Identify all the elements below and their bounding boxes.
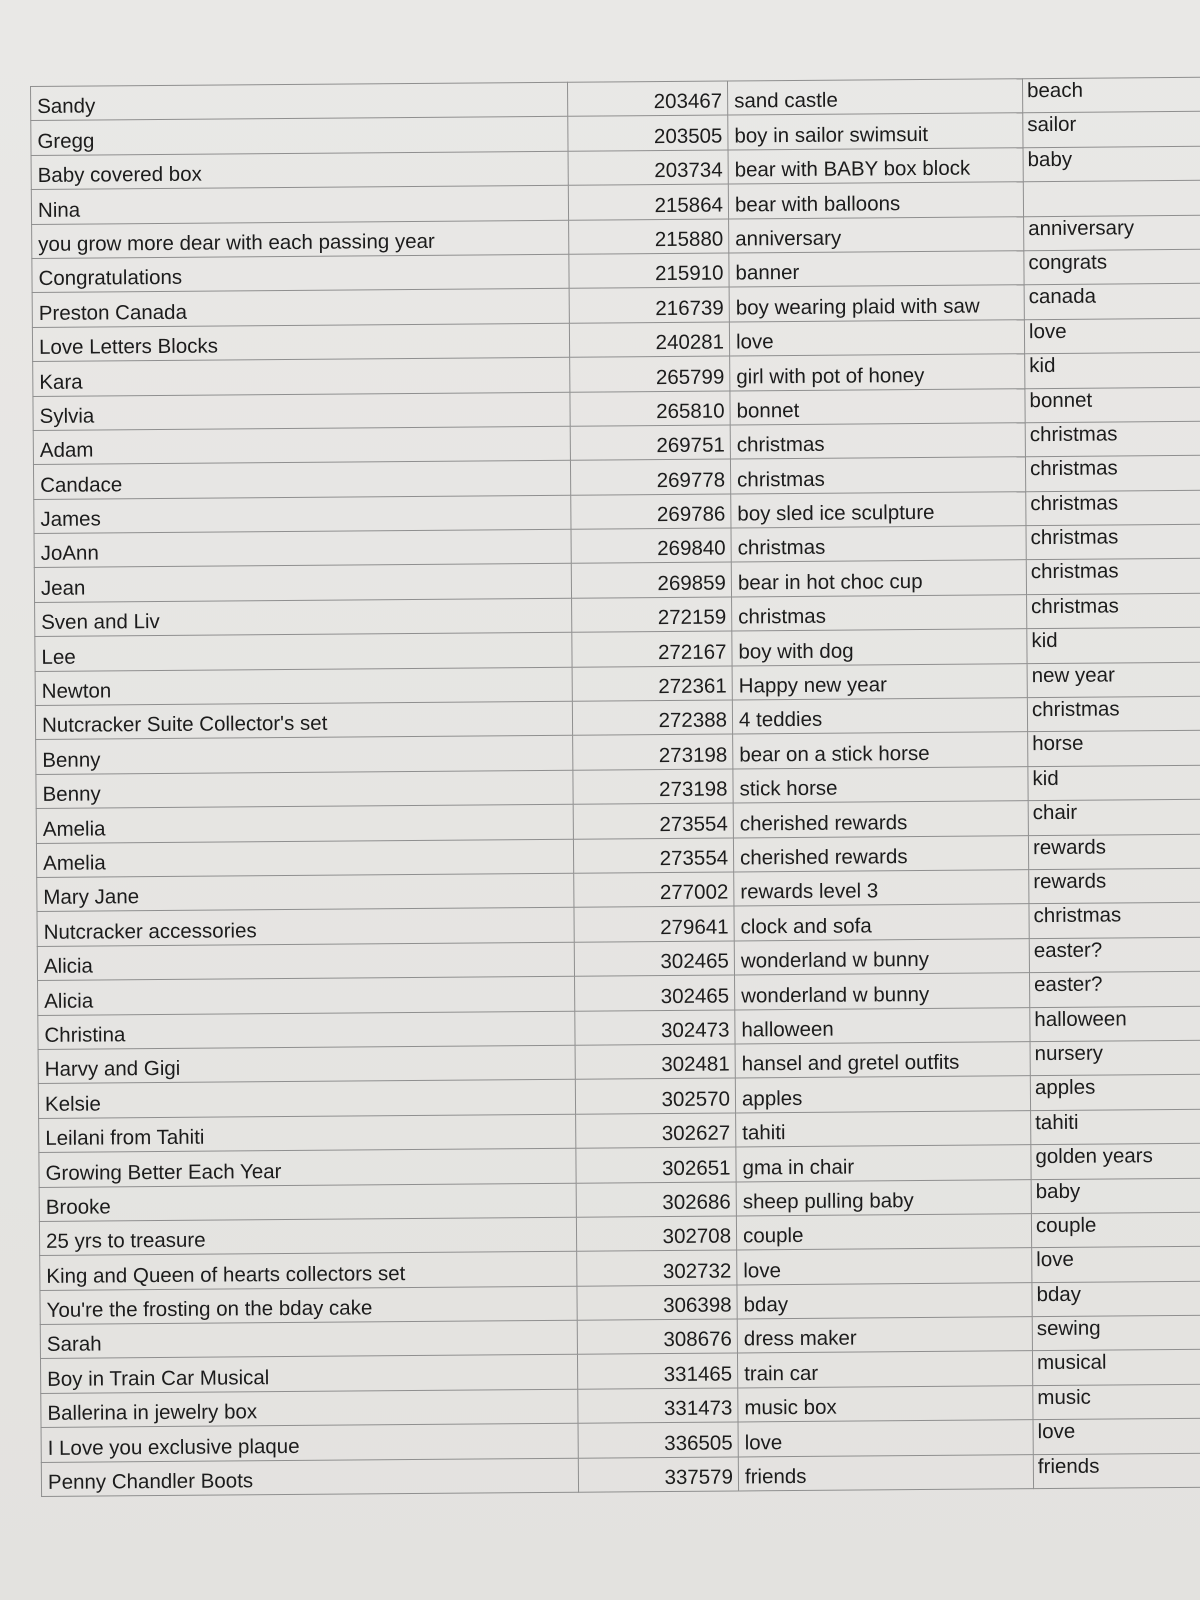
item-number-cell: 302465 <box>574 941 734 977</box>
name-cell: you grow more dear with each passing year <box>32 220 569 259</box>
category-cell: love <box>1033 1419 1200 1455</box>
category-cell: bonnet <box>1025 387 1200 423</box>
description-cell: love <box>737 1248 1032 1285</box>
item-number-cell: 331465 <box>577 1353 737 1389</box>
name-cell: Newton <box>35 667 572 706</box>
category-cell: christmas <box>1027 696 1200 732</box>
name-cell: Leilani from Tahiti <box>39 1114 576 1153</box>
item-number-cell: 279641 <box>574 906 734 942</box>
description-cell: christmas <box>730 423 1025 460</box>
item-number-cell: 302473 <box>575 1010 735 1046</box>
item-number-cell: 203467 <box>567 81 727 117</box>
name-cell: Ballerina in jewelry box <box>41 1389 578 1428</box>
item-number-cell: 265810 <box>570 391 730 427</box>
category-cell: christmas <box>1026 490 1200 526</box>
description-cell: sheep pulling baby <box>736 1179 1031 1216</box>
category-cell: musical <box>1032 1350 1200 1386</box>
item-number-cell: 272159 <box>572 597 732 633</box>
description-cell: love <box>729 319 1024 356</box>
description-cell: hansel and gretel outfits <box>735 1042 1030 1079</box>
description-cell: boy in sailor swimsuit <box>728 113 1023 150</box>
item-number-cell: 203734 <box>568 150 728 186</box>
item-number-cell: 272167 <box>572 631 732 667</box>
name-cell: Benny <box>36 770 573 809</box>
category-cell <box>1023 180 1200 216</box>
category-cell: love <box>1032 1247 1200 1283</box>
category-cell: tahiti <box>1031 1109 1200 1145</box>
name-cell: Congratulations <box>32 254 569 293</box>
name-cell: Penny Chandler Boots <box>41 1458 578 1497</box>
category-cell: golden years <box>1031 1143 1200 1179</box>
item-number-cell: 269751 <box>570 425 730 461</box>
description-cell: friends <box>738 1454 1033 1491</box>
description-cell: bear on a stick horse <box>733 732 1028 769</box>
name-cell: I Love you exclusive plaque <box>41 1423 578 1462</box>
description-cell: christmas <box>730 457 1025 494</box>
item-number-cell: 302732 <box>577 1250 737 1286</box>
item-number-cell: 215880 <box>569 219 729 255</box>
name-cell: Alicia <box>38 976 575 1015</box>
description-cell: music box <box>738 1386 1033 1423</box>
category-cell: sailor <box>1023 112 1200 148</box>
description-cell: love <box>738 1420 1033 1457</box>
item-number-cell: 302481 <box>575 1044 735 1080</box>
category-cell: christmas <box>1025 421 1200 457</box>
description-cell: bday <box>737 1282 1032 1319</box>
name-cell: Boy in Train Car Musical <box>40 1355 577 1394</box>
item-number-cell: 269786 <box>571 494 731 530</box>
item-number-cell: 302708 <box>576 1216 736 1252</box>
name-cell: Sandy <box>31 82 568 121</box>
description-cell: rewards level 3 <box>734 870 1029 907</box>
item-number-cell: 273198 <box>573 769 733 805</box>
category-cell: easter? <box>1029 937 1200 973</box>
category-cell: kid <box>1028 765 1200 801</box>
item-number-cell: 215864 <box>568 184 728 220</box>
name-cell: Nutcracker Suite Collector's set <box>35 701 572 740</box>
category-cell: chair <box>1028 799 1200 835</box>
name-cell: Alicia <box>37 942 574 981</box>
description-cell: wonderland w bunny <box>735 973 1030 1010</box>
category-cell: rewards <box>1028 834 1200 870</box>
item-number-cell: 302627 <box>576 1113 736 1149</box>
description-cell: christmas <box>732 595 1027 632</box>
item-number-cell: 273554 <box>573 803 733 839</box>
category-cell: canada <box>1024 284 1200 320</box>
category-cell: apples <box>1030 1075 1200 1111</box>
category-cell: friends <box>1033 1453 1200 1489</box>
item-number-cell: 336505 <box>578 1422 738 1458</box>
description-cell: couple <box>736 1214 1031 1251</box>
description-cell: christmas <box>731 526 1026 563</box>
category-cell: halloween <box>1030 1006 1200 1042</box>
name-cell: Mary Jane <box>37 873 574 912</box>
inventory-table <box>30 77 1200 1497</box>
name-cell: Sarah <box>40 1320 577 1359</box>
description-cell: 4 teddies <box>732 698 1027 735</box>
category-cell: sewing <box>1032 1315 1200 1351</box>
name-cell: Sylvia <box>33 392 570 431</box>
description-cell: boy with dog <box>732 629 1027 666</box>
name-cell: Adam <box>33 426 570 465</box>
name-cell: Kara <box>33 357 570 396</box>
name-cell: King and Queen of hearts collectors set <box>40 1252 577 1291</box>
name-cell: Amelia <box>36 804 573 843</box>
item-number-cell: 302465 <box>575 975 735 1011</box>
category-cell: new year <box>1027 662 1200 698</box>
table-body <box>31 77 1200 1496</box>
category-cell: christmas <box>1026 559 1200 595</box>
name-cell: Love Letters Blocks <box>32 323 569 362</box>
item-number-cell: 269840 <box>571 528 731 564</box>
description-cell: tahiti <box>736 1110 1031 1147</box>
description-cell: girl with pot of honey <box>730 354 1025 391</box>
name-cell: 25 yrs to treasure <box>39 1217 576 1256</box>
category-cell: christmas <box>1027 593 1200 629</box>
item-number-cell: 306398 <box>577 1285 737 1321</box>
name-cell: Baby covered box <box>31 151 568 190</box>
name-cell: Amelia <box>36 839 573 878</box>
item-number-cell: 272388 <box>572 700 732 736</box>
category-cell: christmas <box>1025 456 1200 492</box>
item-number-cell: 308676 <box>577 1319 737 1355</box>
category-cell: baby <box>1031 1178 1200 1214</box>
category-cell: kid <box>1027 628 1200 664</box>
item-number-cell: 269778 <box>570 459 730 495</box>
item-number-cell: 273198 <box>573 734 733 770</box>
name-cell: Growing Better Each Year <box>39 1148 576 1187</box>
category-cell: nursery <box>1030 1040 1200 1076</box>
item-number-cell: 302651 <box>576 1147 736 1183</box>
name-cell: Gregg <box>31 117 568 156</box>
description-cell: bear with balloons <box>728 182 1023 219</box>
item-number-cell: 302686 <box>576 1181 736 1217</box>
name-cell: Christina <box>38 1011 575 1050</box>
name-cell: Kelsie <box>38 1080 575 1119</box>
description-cell: clock and sofa <box>734 904 1029 941</box>
description-cell: bear with BABY box block <box>728 147 1023 184</box>
description-cell: bonnet <box>730 388 1025 425</box>
item-number-cell: 240281 <box>569 322 729 358</box>
category-cell: christmas <box>1029 903 1200 939</box>
description-cell: cherished rewards <box>733 835 1028 872</box>
description-cell: banner <box>729 251 1024 288</box>
name-cell: Preston Canada <box>32 289 569 328</box>
item-number-cell: 302570 <box>575 1078 735 1114</box>
description-cell: train car <box>737 1351 1032 1388</box>
description-cell: bear in hot choc cup <box>731 560 1026 597</box>
category-cell: beach <box>1022 77 1200 113</box>
category-cell: congrats <box>1024 249 1200 285</box>
name-cell: Jean <box>34 564 571 603</box>
description-cell: dress maker <box>737 1317 1032 1354</box>
description-cell: boy sled ice sculpture <box>731 491 1026 528</box>
name-cell: Nina <box>31 185 568 224</box>
description-cell: apples <box>735 1076 1030 1113</box>
category-cell: baby <box>1023 146 1200 182</box>
name-cell: Harvy and Gigi <box>38 1045 575 1084</box>
item-number-cell: 272361 <box>572 666 732 702</box>
description-cell: anniversary <box>729 216 1024 253</box>
name-cell: Sven and Liv <box>35 598 572 637</box>
category-cell: christmas <box>1026 524 1200 560</box>
category-cell: music <box>1033 1384 1200 1420</box>
name-cell: Brooke <box>39 1183 576 1222</box>
item-number-cell: 337579 <box>578 1457 738 1493</box>
item-number-cell: 277002 <box>574 872 734 908</box>
description-cell: halloween <box>735 1007 1030 1044</box>
category-cell: horse <box>1028 731 1200 767</box>
description-cell: stick horse <box>733 766 1028 803</box>
category-cell: bday <box>1032 1281 1200 1317</box>
category-cell: love <box>1024 318 1200 354</box>
item-number-cell: 203505 <box>568 115 728 151</box>
name-cell: Candace <box>33 461 570 500</box>
name-cell: Benny <box>36 736 573 775</box>
item-number-cell: 215910 <box>569 253 729 289</box>
item-number-cell: 273554 <box>573 838 733 874</box>
item-number-cell: 216739 <box>569 287 729 323</box>
category-cell: kid <box>1025 352 1200 388</box>
category-cell: rewards <box>1029 868 1200 904</box>
name-cell: James <box>34 495 571 534</box>
description-cell: cherished rewards <box>733 801 1028 838</box>
name-cell: JoAnn <box>34 529 571 568</box>
description-cell: sand castle <box>727 79 1022 116</box>
description-cell: boy wearing plaid with saw <box>729 285 1024 322</box>
item-number-cell: 265799 <box>570 356 730 392</box>
name-cell: Lee <box>35 633 572 672</box>
description-cell: gma in chair <box>736 1145 1031 1182</box>
item-number-cell: 331473 <box>578 1388 738 1424</box>
name-cell: Nutcracker accessories <box>37 908 574 947</box>
item-number-cell: 269859 <box>571 562 731 598</box>
category-cell: couple <box>1031 1212 1200 1248</box>
description-cell: Happy new year <box>732 663 1027 700</box>
name-cell: You're the frosting on the bday cake <box>40 1286 577 1325</box>
category-cell: easter? <box>1029 971 1200 1007</box>
description-cell: wonderland w bunny <box>734 938 1029 975</box>
category-cell: anniversary <box>1024 215 1200 251</box>
